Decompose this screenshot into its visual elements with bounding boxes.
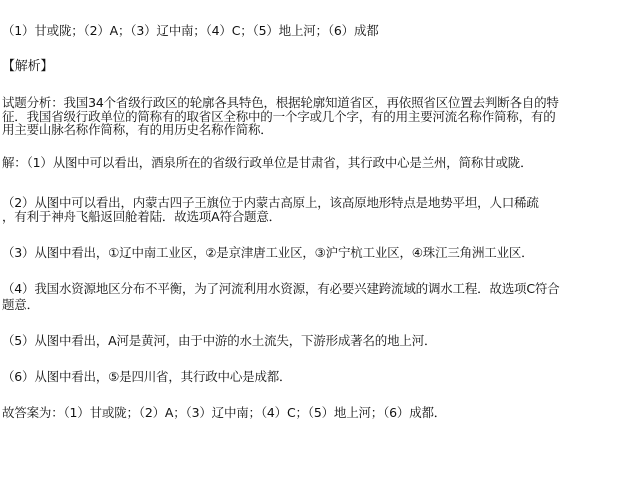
solution-q4-line-1: （4）我国水资源地区分布不平衡，为了河流利用水资源，有必要兴建跨流域的调水工程．故选项C符合: [2, 281, 560, 296]
answer-line: （1）甘或陇；（2）A；（3）辽中南；（4）C；（5）地上河；（6）成都: [2, 23, 379, 38]
analysis-line-1: 试题分析：我国34个省级行政区的轮廓各具特色，根据轮廓知道省区，再依照省区位置去判断各自的特: [2, 95, 559, 110]
analysis-line-2: 征．我国省级行政单位的简称有的取省区全称中的一个字或几个字，有的用主要河流名称作简称，有的: [2, 109, 556, 124]
solution-q1: 解：（1）从图中可以看出，酒泉所在的省级行政单位是甘肃省，其行政中心是兰州，简称甘或陇．: [2, 155, 533, 170]
final-answer: 故答案为：（1）甘或陇；（2）A；（3）辽中南；（4）C；（5）地上河；（6）成都．: [2, 405, 447, 420]
analysis-line-3: 用主要山脉名称作简称，有的用历史名称作简称．: [2, 122, 273, 137]
analysis-header: 【解析】: [2, 59, 54, 74]
solution-q6: （6）从图中看出，⑤是四川省，其行政中心是成都．: [2, 369, 292, 384]
solution-q2-line-1: （2）从图中可以看出，内蒙古四子王旗位于内蒙古高原上，该高原地形特点是地势平坦，人口稀疏: [2, 195, 539, 210]
solution-q3: （3）从图中看出，①辽中南工业区，②是京津唐工业区，③沪宁杭工业区，④珠江三角洲工业区．: [2, 245, 534, 260]
solution-q2-line-2: ，有利于神舟飞船返回舱着陆．故选项A符合题意．: [2, 209, 281, 224]
solution-q4-line-2: 题意．: [2, 297, 39, 312]
solution-q5: （5）从图中看出，A河是黄河，由于中游的水土流失，下游形成著名的地上河．: [2, 333, 437, 348]
